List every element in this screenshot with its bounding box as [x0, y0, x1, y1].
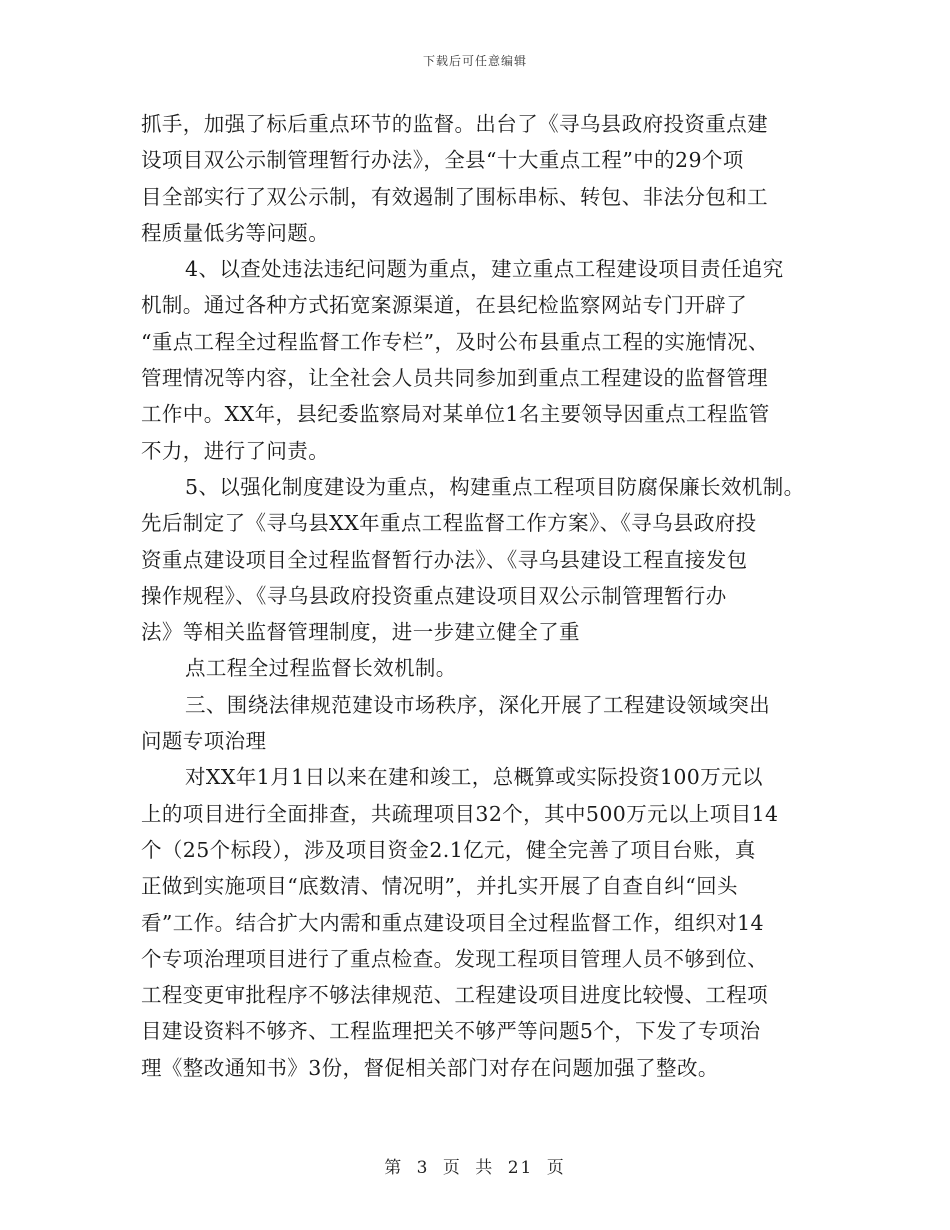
paragraph-start: 4、以查处违法违纪问题为重点，建立重点工程建设项目责任追究 [185, 257, 784, 282]
document-body [141, 106, 821, 1086]
page-number: 第 3 页 共 21 页 [384, 1158, 566, 1178]
text-line: 管理情况等内容，让全社会人员共同参加到重点工程建设的监督管理 [141, 366, 768, 391]
text-line: 目建设资料不够齐、工程监理把关不够严等问题5个，下发了专项治 [141, 1019, 761, 1044]
text-line: 先后制定了《寻乌县XX年重点工程监督工作方案》、《寻乌县政府投 [141, 511, 757, 536]
text-line: 抓手，加强了标后重点环节的监督。出台了《寻乌县政府投资重点建 [141, 112, 768, 136]
text-line: 资重点建设项目全过程监督暂行办法》、《寻乌县建设工程直接发包 [141, 547, 748, 572]
text-line: “重点工程全过程监督工作专栏”，及时公布县重点工程的实施情况、 [141, 329, 769, 354]
text-line: 目全部实行了双公示制，有效遏制了围标串标、转包、非法分包和工 [141, 184, 768, 209]
text-line: 个（25个标段），涉及项目资金2.1亿元，健全完善了项目台账，真 [141, 837, 756, 862]
text-line: 法》等相关监督管理制度，进一步建立健全了重 [141, 620, 580, 645]
page-header-note: 下载后可任意编辑 [422, 54, 527, 68]
text-line: 正做到实施项目“底数清、情况明”，并扎实开展了自查自纠“回头 [141, 874, 738, 899]
text-line: 工程变更审批程序不够法律规范、工程建设项目进度比较慢、工程项 [141, 983, 768, 1008]
text-line: 个专项治理项目进行了重点检查。发现工程项目管理人员不够到位、 [141, 946, 768, 971]
section-heading: 三、围绕法律规范建设市场秩序，深化开展了工程建设领域突出 [185, 692, 771, 717]
text-line: 程质量低劣等问题。 [141, 220, 330, 245]
text-line: 上的项目进行全面排查，共疏理项目32个，其中500万元以上项目14 [141, 801, 779, 826]
text-line: 机制。通过各种方式拓宽案源渠道，在县纪检监察网站专门开辟了 [141, 293, 748, 318]
text-line: 工作中。XX年，县纪委监察局对某单位1名主要领导因重点工程监管 [141, 402, 770, 427]
text-line: 理《整改通知书》3份，督促相关部门对存在问题加强了整改。 [141, 1055, 719, 1080]
text-line: 看”工作。结合扩大内需和重点建设项目全过程监督工作，组织对14 [141, 910, 764, 935]
paragraph-start: 对XX年1月1日以来在建和竣工，总概算或实际投资100万元以 [185, 765, 763, 790]
text-line: 点工程全过程监督长效机制。 [185, 656, 457, 681]
text-line: 操作规程》、《寻乌县政府投资重点建设项目双公示制管理暂行办 [141, 583, 727, 608]
text-line: 不力，进行了问责。 [141, 438, 330, 463]
paragraph-start: 5、以强化制度建设为重点，构建重点工程项目防腐保廉长效机制。 [185, 474, 805, 499]
section-heading-continued: 问题专项治理 [141, 729, 267, 754]
text-line: 设项目双公示制管理暂行办法》，全县“十大重点工程”中的29个项 [141, 148, 744, 173]
